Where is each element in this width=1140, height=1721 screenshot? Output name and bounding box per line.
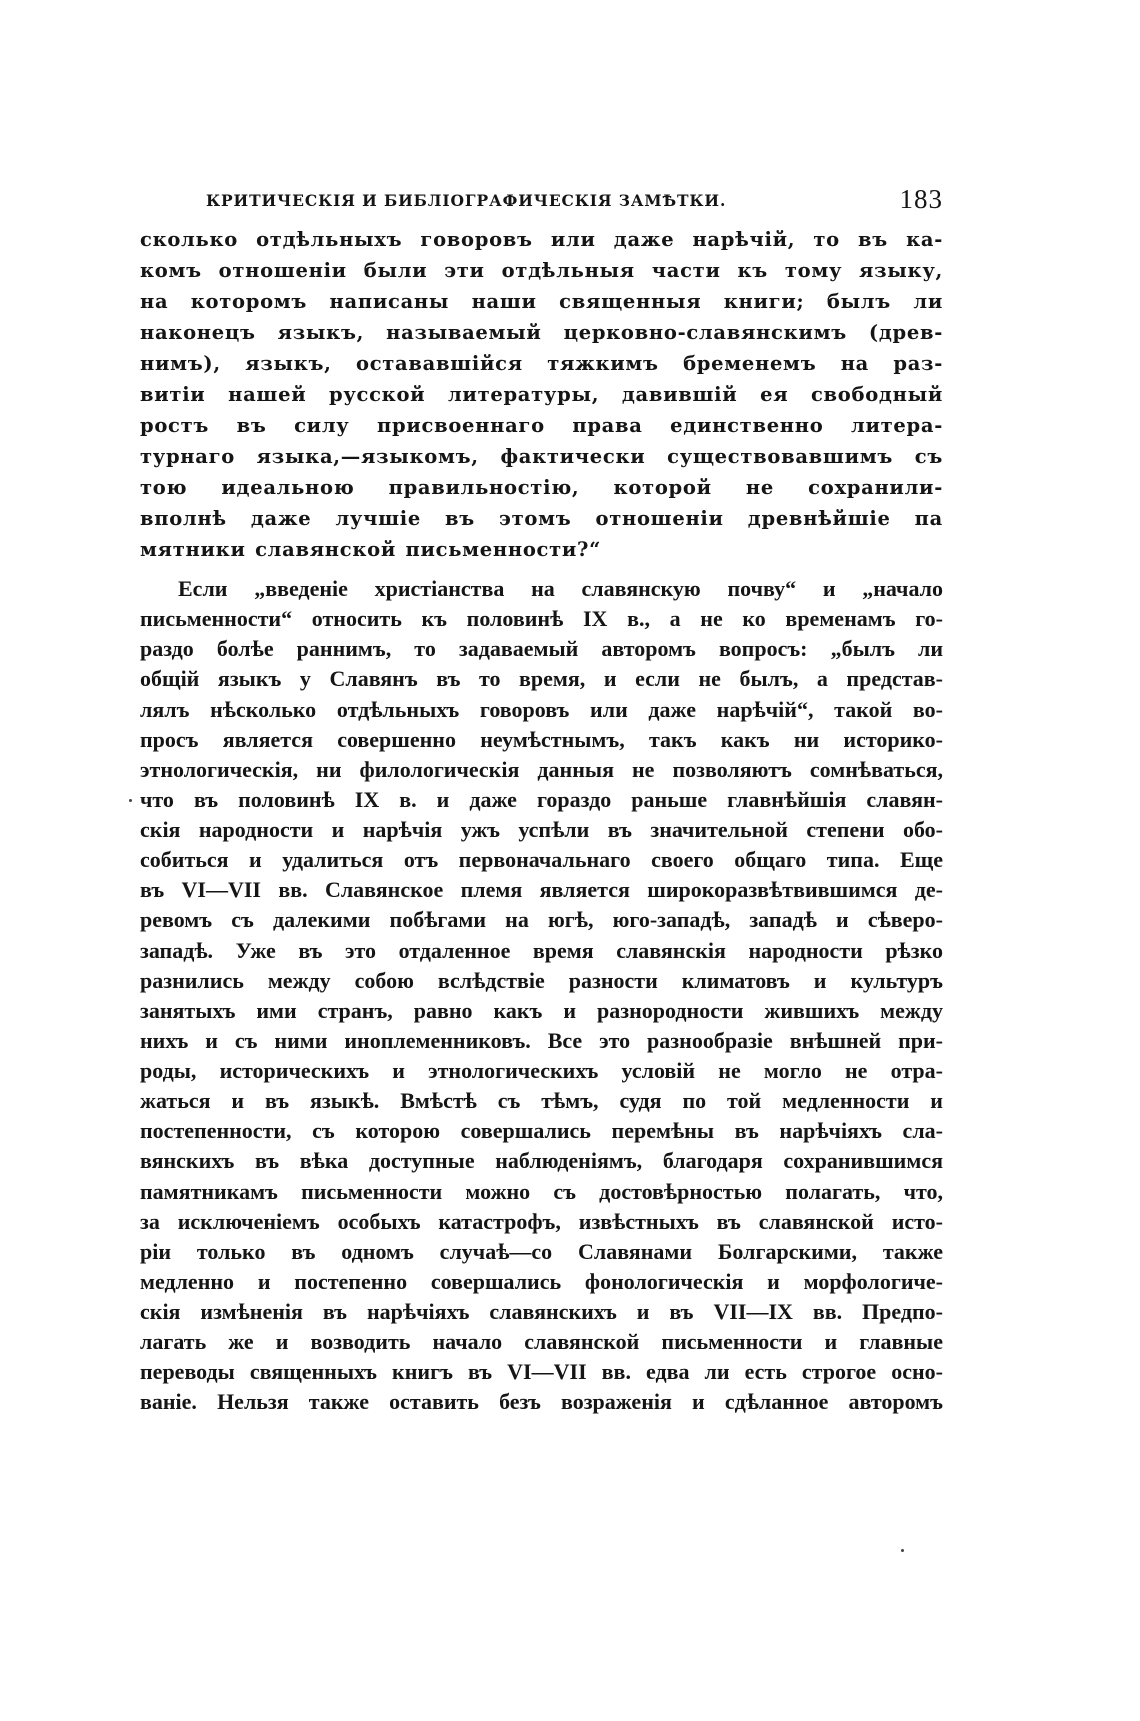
stray-ink-mark <box>901 1549 904 1552</box>
text-line: на которомъ написаны наши священныя книги; былъ ли <box>140 290 943 313</box>
text-line: собиться и удалиться отъ первоначальнаго своего общаго типа. Еще <box>140 847 943 872</box>
text-line: западѣ. Уже въ это отдаленное время славянскія народности рѣзко <box>140 938 943 963</box>
text-line: переводы священныхъ книгъ въ VI—VII вв. едва ли есть строгое осно- <box>140 1359 943 1384</box>
text-line: ревомъ съ далекими побѣгами на югѣ, юго-западѣ, западѣ и сѣверо- <box>140 907 943 932</box>
text-line: роды, историческихъ и этнологическихъ условій не могло не отра- <box>140 1058 943 1083</box>
text-line: мятники славянской письменности?“ <box>140 538 602 561</box>
text-line: нимъ), языкъ, остававшійся тяжкимъ бременемъ на раз- <box>140 352 943 375</box>
text-line: разнились между собою вслѣдствіе разности климатовъ и культуръ <box>140 968 943 993</box>
running-head <box>206 186 943 216</box>
running-title: КРИТИЧЕСКІЯ И БИБЛІОГРАФИЧЕСКІЯ ЗАМѢТКИ. <box>206 191 727 210</box>
text-line: вполнѣ даже лучшіе въ этомъ отношеніи древнѣйшіе па <box>140 507 943 530</box>
text-line: письменности“ относить къ половинѣ IX в., а не ко временамъ го- <box>140 606 943 631</box>
text-line: лялъ нѣсколько отдѣльныхъ говоровъ или даже нарѣчій“, такой во- <box>140 697 943 722</box>
text-line: что въ половинѣ IX в. и даже гораздо раньше главнѣйшія славян- <box>140 787 943 812</box>
text-line: вянскихъ въ вѣка доступные наблюденіямъ, благодаря сохранившимся <box>140 1148 943 1173</box>
text-line: за исключеніемъ особыхъ катастрофъ, извѣстныхъ въ славянской исто- <box>140 1209 943 1234</box>
text-line: витіи нашей русской литературы, давившій ея свободный <box>140 383 943 406</box>
text-line: просъ является совершенно неумѣстнымъ, такъ какъ ни историко- <box>140 727 943 752</box>
text-line: этнологическія, ни филологическія данныя не позволяютъ сомнѣваться, <box>140 757 943 782</box>
text-line: скія измѣненія въ нарѣчіяхъ славянскихъ и въ VII—IX вв. Предпо- <box>140 1299 943 1324</box>
text-line: скія народности и нарѣчія ужъ успѣли въ значительной степени обо- <box>140 817 943 842</box>
text-line: лагать же и возводить начало славянской письменности и главные <box>140 1329 943 1354</box>
page-number: 183 <box>899 184 943 214</box>
text-line: общій языкъ у Славянъ въ то время, и если не былъ, а представ- <box>140 666 943 691</box>
text-line: ваніе. Нельзя также оставить безъ возраженія и сдѣланное авторомъ <box>140 1389 943 1414</box>
text-line: занятыхъ ими странъ, равно какъ и разнородности жившихъ между <box>140 998 943 1023</box>
text-line: наконецъ языкъ, называемый церковно-славянскимъ (древ- <box>140 321 943 344</box>
stray-ink-mark <box>129 799 132 802</box>
text-line: медленно и постепенно совершались фонологическія и морфологиче- <box>140 1269 943 1294</box>
text-line: въ VI—VII вв. Славянское племя является широкоразвѣтвившимся де- <box>140 877 943 902</box>
text-line: турнаго языка,—языкомъ, фактически существовавшимъ съ <box>140 445 943 468</box>
text-line: постепенности, съ которою совершались перемѣны въ нарѣчіяхъ сла- <box>140 1118 943 1143</box>
text-line: ростъ въ силу присвоеннаго права единственно литера- <box>140 414 943 437</box>
text-line: ріи только въ одномъ случаѣ—со Славянами Болгарскими, также <box>140 1239 943 1264</box>
text-line: памятникамъ письменности можно съ достовѣрностью полагать, что, <box>140 1179 943 1204</box>
text-line: нихъ и съ ними иноплеменниковъ. Все это разнообразіе внѣшней при- <box>140 1028 943 1053</box>
text-line: Если „введеніе христіанства на славянскую почву“ и „начало <box>178 576 943 601</box>
text-line: тою идеальною правильностію, которой не сохранили- <box>140 476 943 499</box>
text-line: жаться и въ языкѣ. Вмѣстѣ съ тѣмъ, судя по той медленности и <box>140 1088 943 1113</box>
text-line: сколько отдѣльныхъ говоровъ или даже нарѣчій, то въ ка- <box>140 228 943 251</box>
text-line: раздо болѣе раннимъ, то задаваемый авторомъ вопросъ: „былъ ли <box>140 636 943 661</box>
text-line: комъ отношеніи были эти отдѣльныя части къ тому языку, <box>140 259 943 282</box>
